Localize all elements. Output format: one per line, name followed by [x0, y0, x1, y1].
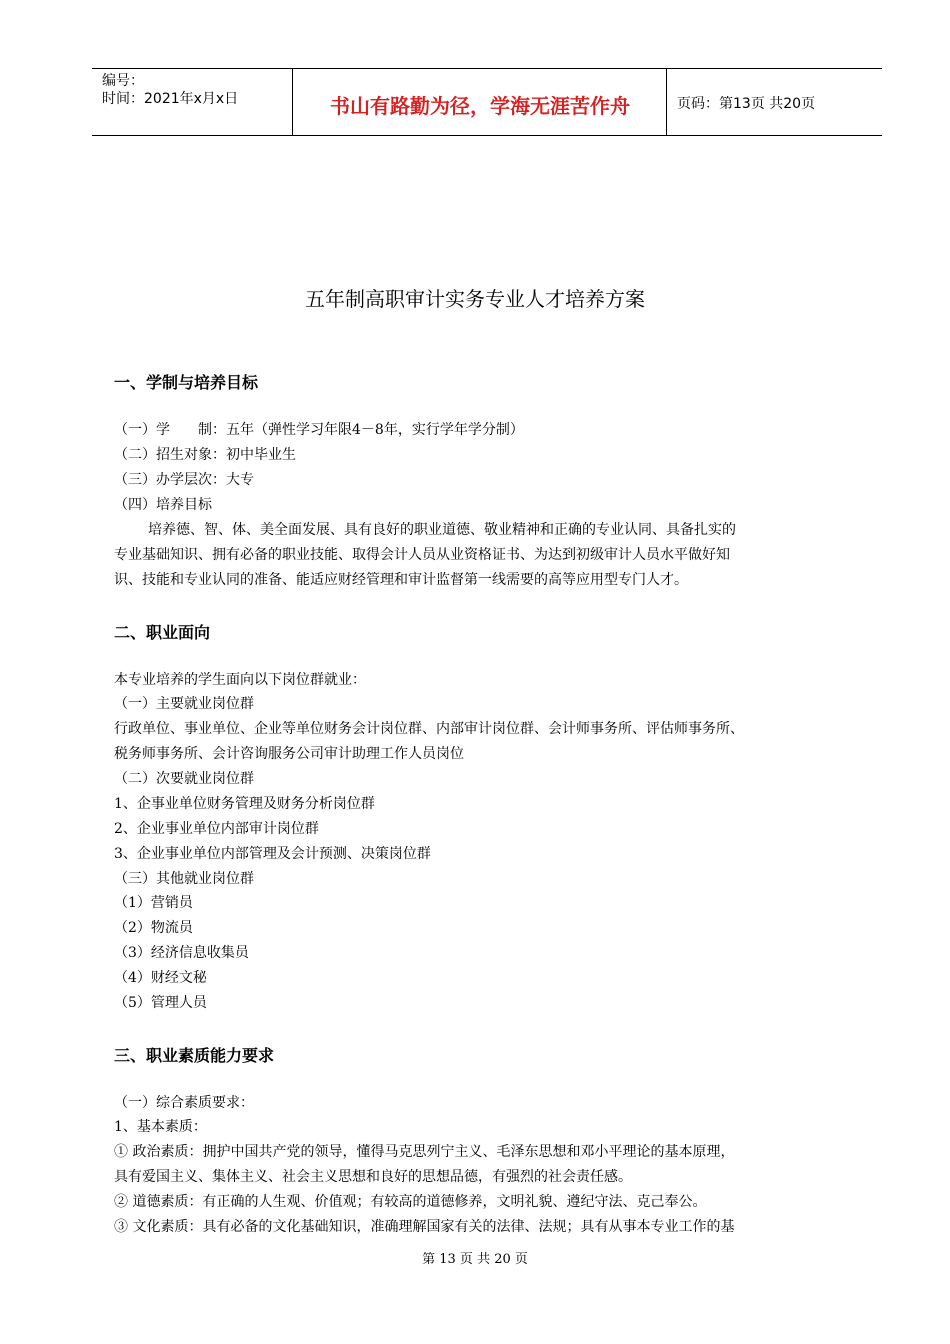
section3-line: 1、基本素质：	[114, 1119, 207, 1135]
section2-line: 2、企业事业单位内部审计岗位群	[114, 821, 319, 837]
section2-line: 税务师事务所、会计咨询服务公司审计助理工作人员岗位	[114, 746, 464, 762]
section1-heading: 一、学制与培养目标	[114, 373, 259, 392]
section1-paragraph-line: 识、技能和专业认同的准备、能适应财经管理和审计监督第一线需要的高等应用型专门人才。	[114, 572, 688, 588]
section1-line: （四）培养目标	[114, 497, 212, 513]
section1-line: （一）学 制：五年（弹性学习年限4－8年，实行学年学分制）	[114, 422, 524, 438]
section2-line: 行政单位、事业单位、企业等单位财务会计岗位群、内部审计岗位群、会计师事务所、评估师事务所、	[114, 721, 744, 737]
section2-line: 1、企事业单位财务管理及财务分析岗位群	[114, 796, 375, 812]
page-footer: 第 13 页 共 20 页	[422, 1252, 528, 1267]
section2-line: （1）营销员	[114, 895, 193, 911]
header-divider-right	[666, 68, 667, 136]
section3-line: （一）综合素质要求：	[114, 1095, 254, 1111]
header-page-info: 页码：第13页 共20页	[677, 96, 816, 112]
section3-line: ② 道德素质：有正确的人生观、价值观；有较高的道德修养，文明礼貌、遵纪守法、克己奉公。	[114, 1194, 707, 1210]
header-motto: 书山有路勤为径，学海无涯苦作舟	[330, 94, 630, 118]
section2-line: （一）主要就业岗位群	[114, 696, 254, 712]
section2-line: 本专业培养的学生面向以下岗位群就业：	[114, 672, 366, 688]
header-bottom-border	[92, 135, 882, 136]
section3-line: 具有爱国主义、集体主义、社会主义思想和良好的思想品德，有强烈的社会责任感。	[114, 1169, 632, 1185]
header-number-label: 编号：	[102, 73, 144, 89]
header-divider-left	[292, 68, 293, 136]
section1-line: （三）办学层次：大专	[114, 472, 254, 488]
section3-line: ① 政治素质：拥护中国共产党的领导，懂得马克思列宁主义、毛泽东思想和邓小平理论的基本原理，	[114, 1144, 735, 1160]
section2-line: （二）次要就业岗位群	[114, 771, 254, 787]
section3-line: ③ 文化素质：具有必备的文化基础知识，准确理解国家有关的法律、法规；具有从事本专业工作的基	[114, 1219, 735, 1235]
section1-line: （二）招生对象：初中毕业生	[114, 447, 296, 463]
document-title: 五年制高职审计实务专业人才培养方案	[305, 287, 645, 311]
section2-line: （5）管理人员	[114, 995, 207, 1011]
header-meta	[102, 72, 238, 108]
section2-line: （三）其他就业岗位群	[114, 871, 254, 887]
section2-heading: 二、职业面向	[114, 623, 211, 642]
section1-paragraph-line: 培养德、智、体、美全面发展、具有良好的职业道德、敬业精神和正确的专业认同、具备扎实的	[148, 522, 736, 538]
section2-line: （2）物流员	[114, 920, 193, 936]
section1-paragraph-line: 专业基础知识、拥有必备的职业技能、取得会计人员从业资格证书、为达到初级审计人员水平做好知	[114, 547, 730, 563]
section2-line: （3）经济信息收集员	[114, 945, 249, 961]
section2-line: 3、企业事业单位内部管理及会计预测、决策岗位群	[114, 846, 431, 862]
header-top-border	[92, 68, 882, 69]
header-time-label: 时间：2021年x月x日	[102, 91, 239, 107]
section2-line: （4）财经文秘	[114, 970, 207, 986]
section3-heading: 三、职业素质能力要求	[114, 1046, 275, 1065]
